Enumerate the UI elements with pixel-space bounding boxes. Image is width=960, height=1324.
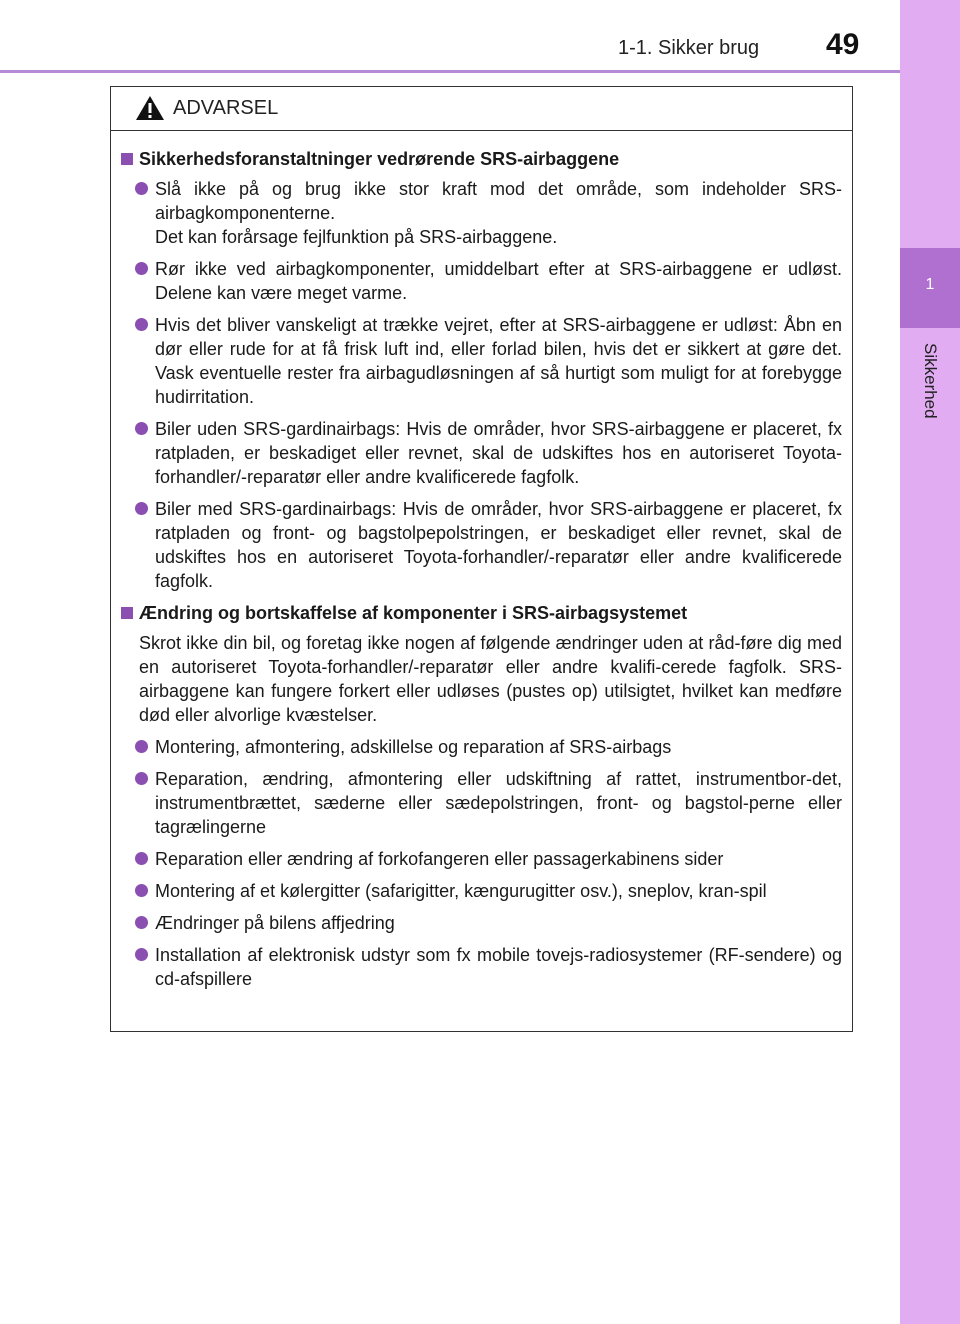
- warning-title: ADVARSEL: [173, 97, 279, 119]
- list-item-note: Det kan forårsage fejlfunktion på SRS-airbaggene.: [155, 227, 558, 247]
- list-item-text: Slå ikke på og brug ikke stor kraft mod det område, som indeholder SRS-airbagkomponenterne.: [155, 179, 842, 223]
- list-item-text: Biler med SRS-gardinairbags: Hvis de områder, hvor SRS-airbaggene er placeret, fx ratpladen og front- og bagstolpepolstringen, er beskadiget eller revnet, skal de udskiftes hos en autoriseret Toyota-forhandler/-reparatør eller andre kvalificerede fagfolk.: [155, 499, 842, 591]
- list-item: [119, 911, 842, 935]
- list-item-text: Montering, afmontering, adskillelse og reparation af SRS-airbags: [155, 737, 672, 757]
- bullet-icon: [135, 318, 148, 331]
- list-item-text: Montering af et kølergitter (safarigitter, kængurugitter osv.), sneplov, kran-spil: [155, 881, 767, 901]
- chapter-number-tab[interactable]: 1: [900, 248, 960, 328]
- list-item: [119, 943, 842, 991]
- list-item: [119, 847, 842, 871]
- list-item: [119, 879, 842, 903]
- section-title: 1-1. Sikker brug: [618, 37, 760, 59]
- warning-box: [110, 86, 853, 1032]
- bullet-icon: [135, 262, 148, 275]
- list-item-text: Biler uden SRS-gardinairbags: Hvis de områder, hvor SRS-airbaggene er placeret, fx ratpladen, er beskadiget eller revnet, skal de udskiftes hos en autoriseret Toyota-forhandler/-reparatør eller andre kvalificerede fagfolk.: [155, 419, 842, 487]
- list-item: [119, 497, 842, 593]
- bullet-icon: [135, 740, 148, 753]
- side-tab-lower: [900, 328, 960, 1324]
- page-number: 49: [826, 28, 860, 61]
- list-item: [119, 417, 842, 489]
- square-bullet-icon: [121, 153, 133, 165]
- list-item-text: Reparation eller ændring af forkofangeren eller passagerkabinens sider: [155, 849, 724, 869]
- warning-triangle-icon: [135, 95, 165, 121]
- section-heading: Sikkerhedsforanstaltninger vedrørende SRS-airbaggene: [119, 147, 842, 171]
- bullet-icon: [135, 502, 148, 515]
- bullet-icon: [135, 182, 148, 195]
- list-item: [119, 177, 842, 249]
- list-item-text: Rør ikke ved airbagkomponenter, umiddelbart efter at SRS-airbaggene er udløst. Delene kan være meget varme.: [155, 259, 842, 303]
- chapter-label: Sikkerhed: [921, 343, 940, 419]
- bullet-icon: [135, 852, 148, 865]
- header-divider: [0, 70, 900, 73]
- list-item-text: Ændringer på bilens affjedring: [155, 913, 395, 933]
- bullet-icon: [135, 916, 148, 929]
- bullet-icon: [135, 772, 148, 785]
- list-item: [119, 257, 842, 305]
- square-bullet-icon: [121, 607, 133, 619]
- warning-header: [111, 87, 852, 131]
- list-item: [119, 313, 842, 409]
- bullet-icon: [135, 884, 148, 897]
- list-item-text: Reparation, ændring, afmontering eller udskiftning af rattet, instrumentbor-det, instrumentbrættet, sæderne eller sædepolstringen, front- og bagstol-perne eller tagrælingerne: [155, 769, 842, 837]
- list-item: [119, 767, 842, 839]
- section-heading: Ændring og bortskaffelse af komponenter i SRS-airbagsystemet: [119, 601, 842, 625]
- warning-body: [111, 131, 852, 991]
- list-item: [119, 735, 842, 759]
- section-intro: Skrot ikke din bil, og foretag ikke nogen af følgende ændringer uden at råd-føre dig med en autoriseret Toyota-forhandler/-reparatør eller andre kvalifi-cerede fagfolk. SRS-airbaggene kan fungere forkert eller udløses (pustes op) utilsigtet, hvilket kan medføre død eller alvorlige kvæstelser.: [139, 633, 842, 725]
- list-item-text: Installation af elektronisk udstyr som fx mobile tovejs-radiosystemer (RF-sendere) og cd-afspillere: [155, 945, 842, 989]
- bullet-icon: [135, 948, 148, 961]
- list-item-text: Hvis det bliver vanskeligt at trække vejret, efter at SRS-airbaggene er udløst: Åbn en dør eller rude for at få frisk luft ind, eller forlad bilen, hvis det er sikkert at gøre det. Vask eventuelle rester fra airbagudløsningen af så hurtigt som muligt for at forebygge hudirritation.: [155, 315, 842, 407]
- side-tab-upper: [900, 0, 960, 248]
- bullet-icon: [135, 422, 148, 435]
